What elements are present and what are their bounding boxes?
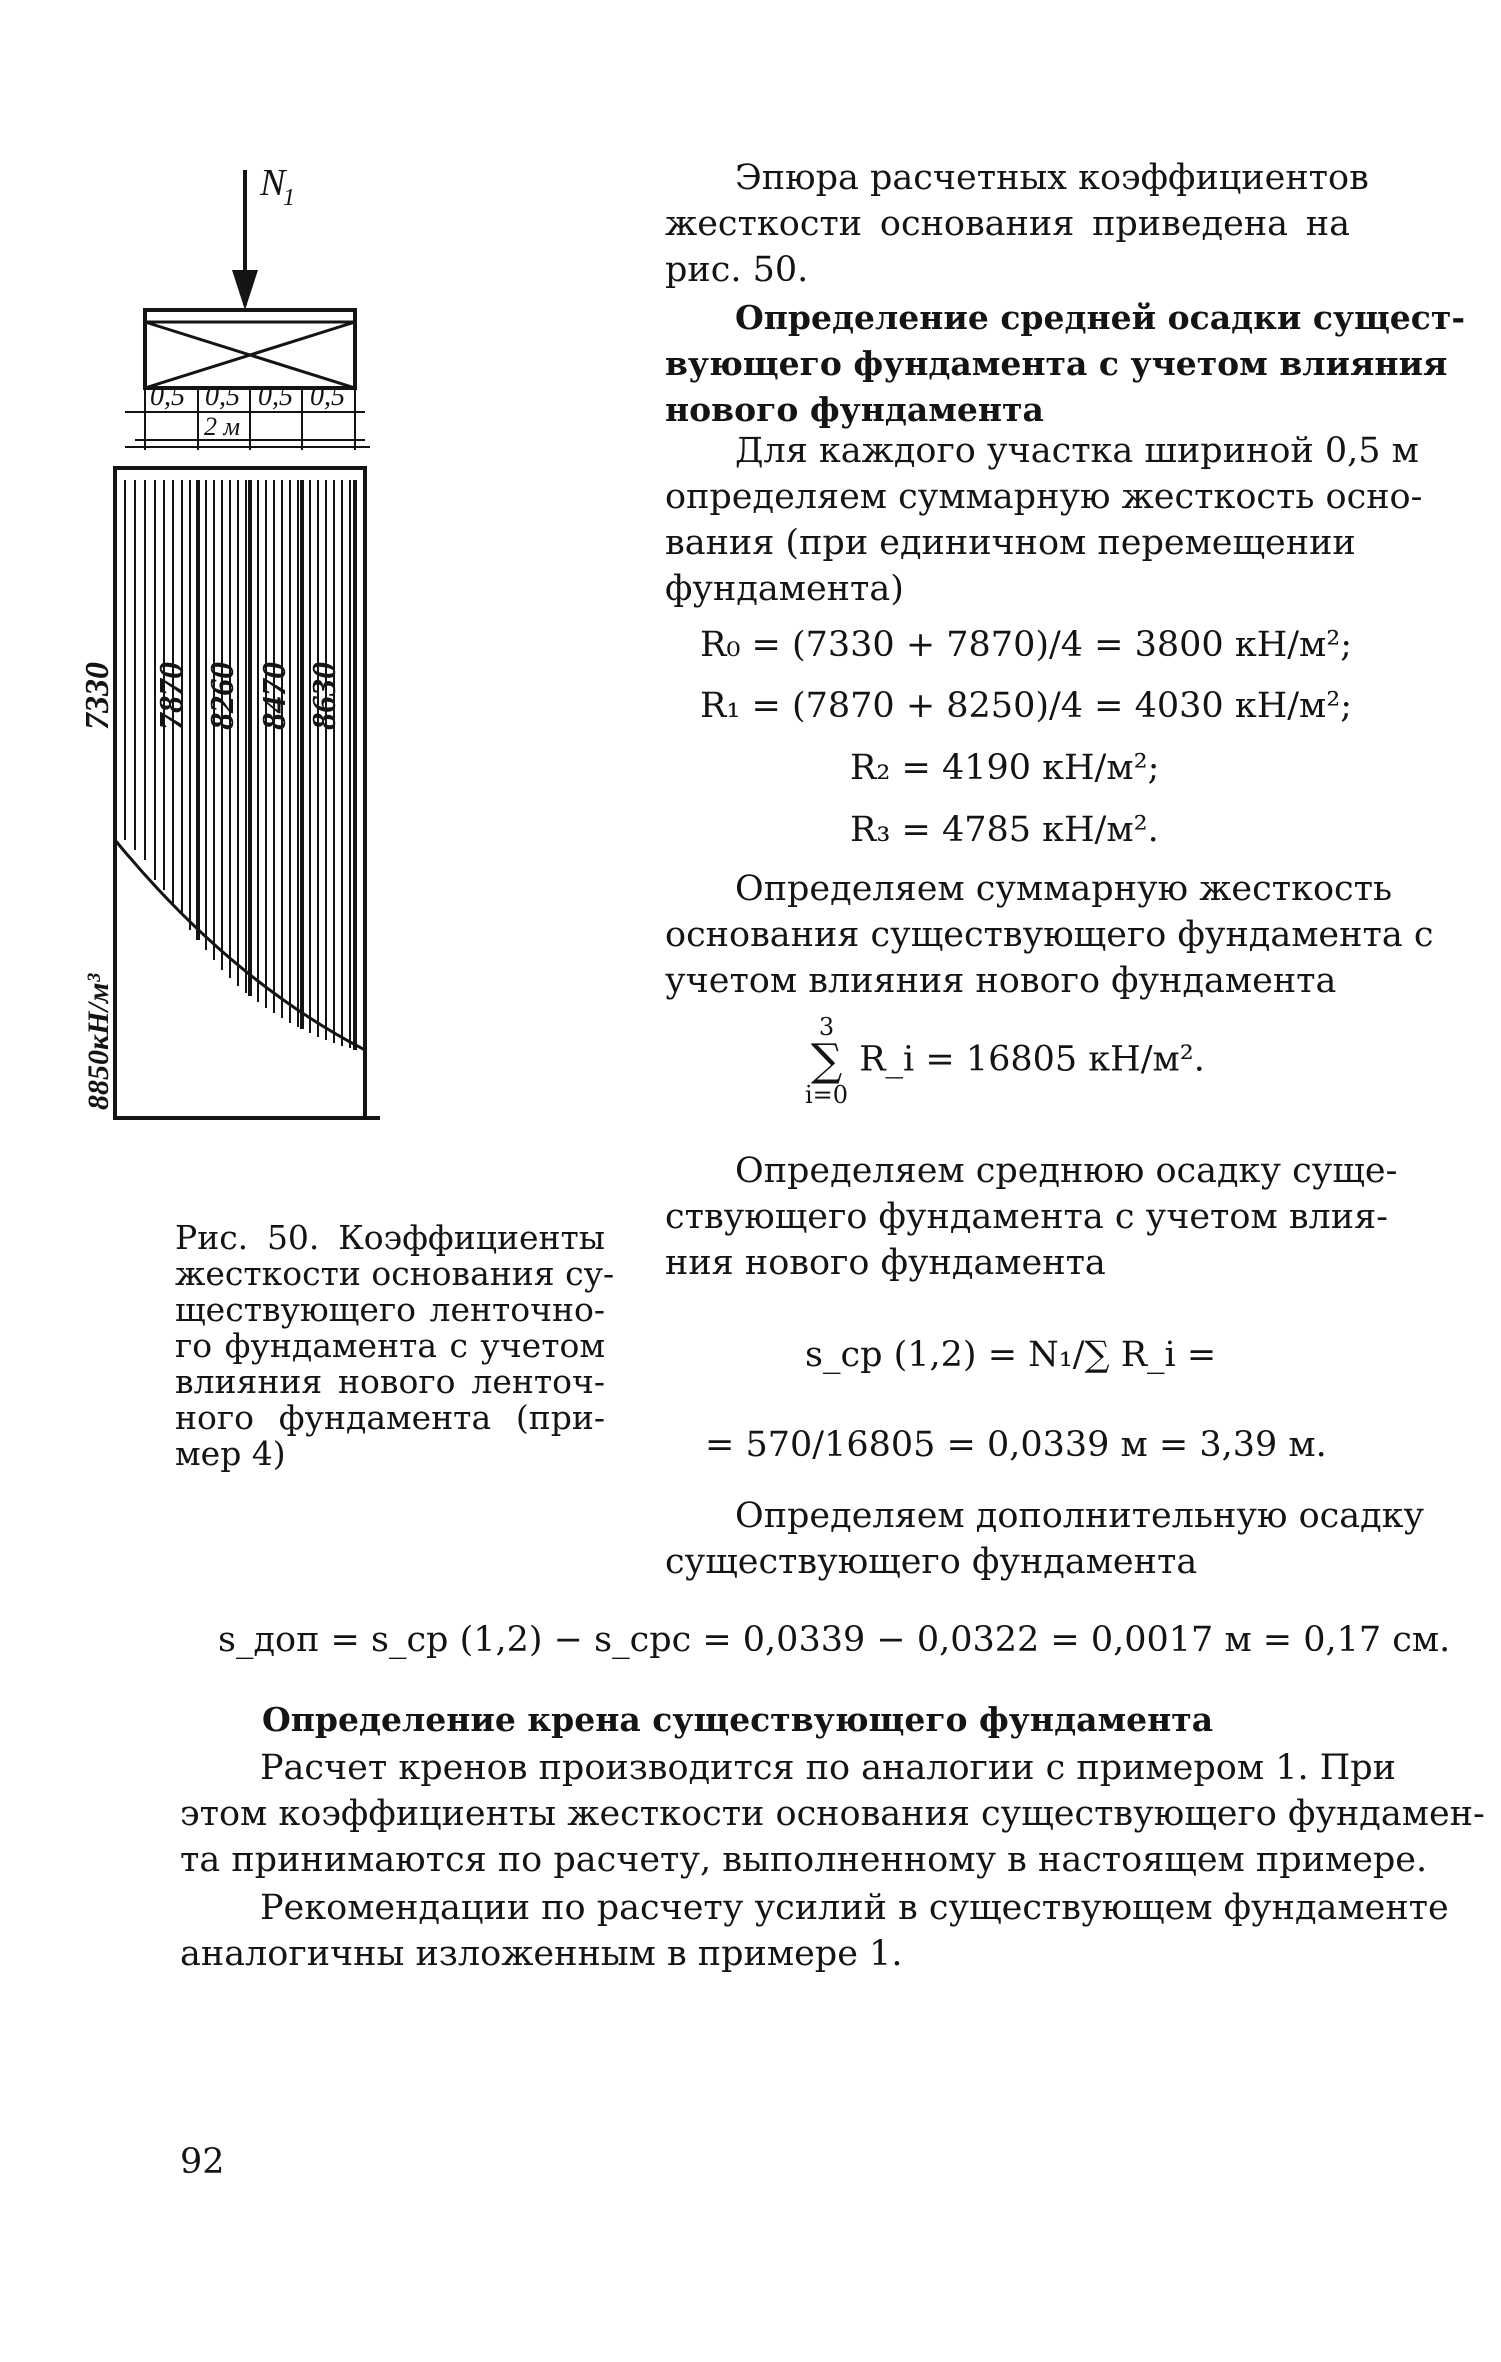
text-line: жесткости основания приведена на bbox=[665, 204, 1350, 244]
paragraph-stiffness bbox=[665, 428, 1423, 612]
equation-r1: R₁ = (7870 + 8250)/4 = 4030 кН/м²; bbox=[700, 686, 1353, 726]
force-arrow-head bbox=[232, 270, 258, 310]
text-line: Расчет кренов производится по аналогии с примером 1. При bbox=[260, 1748, 1396, 1788]
caption-line: ществующего ленточно- bbox=[175, 1290, 605, 1329]
segment-label-2: 0,5 bbox=[205, 381, 240, 412]
segment-label-3: 0,5 bbox=[258, 381, 293, 412]
zone-value-8470: 8470 bbox=[256, 662, 293, 730]
equation-sdop: s_доп = s_cp (1,2) − s_cpc = 0,0339 − 0,0322 = 0,0017 м = 0,17 см. bbox=[218, 1620, 1451, 1660]
paragraph-tilt bbox=[180, 1745, 1485, 1883]
force-label-sub: 1 bbox=[283, 185, 295, 211]
text-line: аналогичны изложенным в примере 1. bbox=[180, 1934, 903, 1974]
sigma-glyph: ∑ bbox=[810, 1035, 843, 1086]
paragraph-recommendations bbox=[180, 1885, 1449, 1977]
zone-value-7870: 7870 bbox=[153, 662, 190, 730]
equation-r3: R₃ = 4785 кН/м². bbox=[850, 810, 1159, 850]
sum-lower-limit: i=0 bbox=[805, 1081, 849, 1109]
text-line: определяем суммарную жесткость осно- bbox=[665, 477, 1423, 517]
zone-value-7330: 7330 bbox=[79, 662, 116, 730]
caption-line: ного фундамента (при- bbox=[175, 1398, 605, 1437]
zone-value-8260: 8260 bbox=[204, 662, 241, 730]
text-line: фундамента) bbox=[665, 569, 904, 609]
paragraph-additional-settlement bbox=[665, 1493, 1425, 1585]
equation-r2: R₂ = 4190 кН/м²; bbox=[850, 748, 1160, 788]
text-line: та принимаются по расчету, выполненному в настоящем примере. bbox=[180, 1840, 1428, 1880]
caption-line: мер 4) bbox=[175, 1434, 286, 1473]
equation-sum bbox=[805, 1015, 1205, 1107]
sum-expression: R_i = 16805 кН/м². bbox=[859, 1039, 1205, 1080]
force-label: N bbox=[260, 162, 286, 204]
paragraph-avg-settlement bbox=[665, 1148, 1398, 1286]
text-line: Для каждого участка шириной 0,5 м bbox=[735, 431, 1419, 471]
text-line: Определяем суммарную жесткость bbox=[735, 869, 1393, 909]
text-line: Определяем дополнительную осадку bbox=[735, 1496, 1425, 1536]
caption-line: Рис. 50. Коэффициенты bbox=[175, 1218, 605, 1257]
text-line: Эпюра расчетных коэффициентов bbox=[735, 158, 1369, 198]
heading-line: вующего фундамента с учетом влияния bbox=[665, 344, 1448, 383]
heading-line: нового фундамента bbox=[665, 390, 1044, 429]
heading-tilt: Определение крена существующего фундамента bbox=[262, 1700, 1214, 1739]
equation-scp-1: s_cp (1,2) = N₁/∑ R_i = bbox=[805, 1335, 1217, 1375]
sum-upper-limit: 3 bbox=[818, 1013, 835, 1041]
caption-line: го фундамента с учетом bbox=[175, 1326, 605, 1365]
text-line: ствующего фундамента с учетом влия- bbox=[665, 1197, 1389, 1237]
segment-label-4: 0,5 bbox=[310, 381, 345, 412]
intro-paragraph bbox=[665, 155, 1369, 293]
figure-caption bbox=[175, 1218, 615, 1473]
text-line: Рекомендации по расчету усилий в существующем фундаменте bbox=[260, 1888, 1449, 1928]
heading-line: Определение средней осадки сущест- bbox=[735, 298, 1466, 337]
page-number: 92 bbox=[180, 2142, 225, 2182]
paragraph-total-stiffness bbox=[665, 866, 1434, 1004]
zone-value-8630: 8630 bbox=[306, 662, 343, 730]
text-line: Определяем среднюю осадку суще- bbox=[735, 1151, 1398, 1191]
caption-line: влияния нового ленточ- bbox=[175, 1362, 605, 1401]
epure-outline bbox=[115, 468, 365, 1118]
equation-r0: R₀ = (7330 + 7870)/4 = 3800 кН/м²; bbox=[700, 625, 1353, 665]
heading-avg-settlement bbox=[665, 295, 1466, 433]
caption-line: жесткости основания су- bbox=[175, 1254, 615, 1293]
text-line: существующего фундамента bbox=[665, 1542, 1198, 1582]
text-line: этом коэффициенты жесткости основания существующего фундамен- bbox=[180, 1794, 1485, 1834]
figure-50-diagram bbox=[79, 150, 610, 1180]
text-line: учетом влияния нового фундамента bbox=[665, 961, 1337, 1001]
text-line: ния нового фундамента bbox=[665, 1243, 1106, 1283]
text-line: основания существующего фундамента с bbox=[665, 915, 1434, 955]
segment-label-1: 0,5 bbox=[150, 381, 185, 412]
sigma-symbol bbox=[805, 1015, 848, 1107]
edge-value: 8850кН/м³ bbox=[82, 973, 115, 1110]
text-line: рис. 50. bbox=[665, 250, 809, 290]
equation-scp-2: = 570/16805 = 0,0339 м = 3,39 м. bbox=[705, 1425, 1327, 1465]
epure-hatching bbox=[125, 480, 355, 1050]
epure-curve bbox=[115, 840, 365, 1050]
width-label: 2 м bbox=[204, 412, 241, 441]
text-line: вания (при единичном перемещении bbox=[665, 523, 1356, 563]
